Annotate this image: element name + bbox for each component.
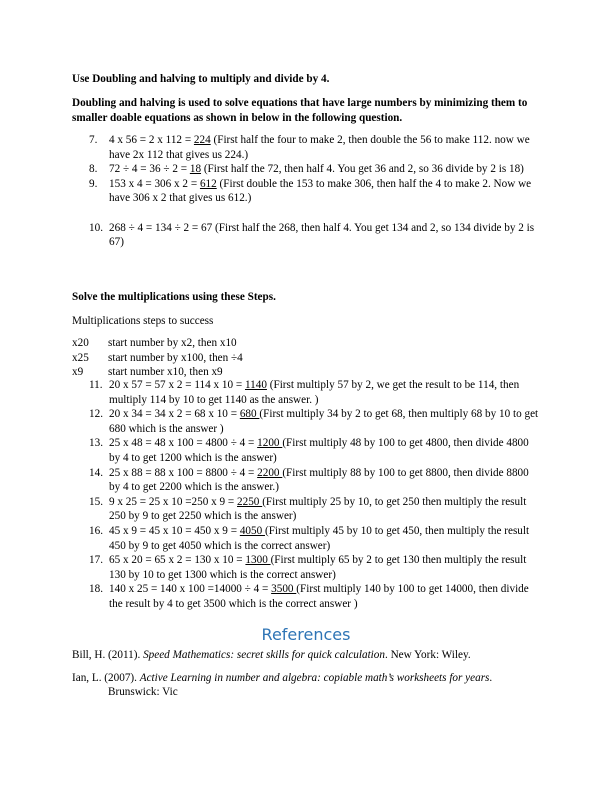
reference-entry <box>72 671 540 700</box>
item-explanation: (First multiply 45 by 10 to get 450, then multiply the result 450 by 9 to get 4050 which is the correct answer) <box>109 524 530 552</box>
item-explanation: (First multiply 88 by 100 to get 8800, then divide 8800 by 4 to get 2200 which is the answer.) <box>109 466 529 494</box>
item-explanation: (First multiply 65 by 2 to get 130 then multiply the result 130 by 10 to get 1300 which is the correct answer) <box>109 554 527 581</box>
reference-entry <box>72 648 540 663</box>
item-answer: 1300 <box>245 554 271 567</box>
item-number: 14. <box>89 466 103 479</box>
list-item <box>72 177 542 206</box>
item-equation: 268 ÷ 4 = 134 ÷ 2 = 67 (First half the 268, then half 4. You get 134 and 2, so 134 divide by 2 is 67) <box>109 221 535 249</box>
item-explanation: (First multiply 57 by 2, we get the result to be 114, then multiply 114 by 10 to get 1140 as the answer. ) <box>109 379 520 406</box>
step-row <box>72 336 542 351</box>
item-explanation: (First half the 72, then half 4. You get 36 and 2, so 36 divide by 2 is 18) <box>201 163 524 176</box>
list-item <box>72 582 542 611</box>
step-description: start number by x2, then x10 <box>108 337 237 349</box>
step-description: start number x10, then x9 <box>108 366 223 379</box>
item-answer: 4050 <box>239 524 265 537</box>
reference-title: Speed Mathematics: secret skills for quick calculation <box>143 649 385 661</box>
item-equation: 45 x 9 = 45 x 10 = 450 x 9 = <box>109 524 240 537</box>
item-explanation: (First half the four to make 2, then double the 56 to make 112. now we have 2x 112 that gives us 224.) <box>109 134 530 161</box>
references-list <box>72 648 540 700</box>
list-item <box>72 133 542 162</box>
heading-solve-multiplications: Solve the multiplications using these Steps. <box>72 291 276 303</box>
item-explanation: (First multiply 34 by 2 to get 68, then multiply 68 by 10 to get 680 which is the answer ) <box>109 408 539 435</box>
list-item <box>72 466 542 495</box>
step-code: x9 <box>72 366 84 379</box>
list-item <box>72 221 542 250</box>
item-number: 13. <box>89 437 103 450</box>
reference-author: Ian, L. (2007). <box>72 671 140 684</box>
reference-title: Active Learning in number and algebra: copiable math’s worksheets for years <box>139 671 490 684</box>
item-number: 8. <box>89 163 98 176</box>
item-answer: 1140 <box>244 379 267 391</box>
list-item <box>72 407 542 436</box>
list-doubling-halving <box>72 133 542 250</box>
item-answer: 224 <box>193 134 211 146</box>
list-item <box>72 378 542 407</box>
references-heading: References <box>261 625 351 644</box>
item-equation: 4 x 56 = 2 x 112 = <box>109 134 194 146</box>
list-item <box>72 436 542 465</box>
item-equation: 25 x 48 = 48 x 100 = 4800 ÷ 4 = <box>109 437 258 450</box>
item-answer: 1200 <box>257 437 283 450</box>
step-code: x20 <box>72 337 89 349</box>
item-answer: 18 <box>189 163 202 176</box>
subheading-steps: Multiplications steps to success <box>72 315 214 327</box>
list-item <box>72 162 542 177</box>
heading-doubling-halving: Use Doubling and halving to multiply and divide by 4. <box>72 73 330 85</box>
item-equation: 20 x 57 = 57 x 2 = 114 x 10 = <box>109 379 245 391</box>
item-number: 10. <box>89 221 103 234</box>
list-item <box>72 553 542 582</box>
item-number: 16. <box>89 524 103 537</box>
steps-table <box>72 336 542 380</box>
item-equation: 25 x 88 = 88 x 100 = 8800 ÷ 4 = <box>109 466 258 479</box>
list-item <box>72 495 542 524</box>
step-code: x25 <box>72 351 89 364</box>
item-equation: 20 x 34 = 34 x 2 = 68 x 10 = <box>109 408 240 421</box>
item-explanation: (First multiply 48 by 100 to get 4800, then divide 4800 by 4 to get 1200 which is the answer) <box>109 437 529 464</box>
item-answer: 2250 <box>237 495 263 508</box>
item-number: 15. <box>89 495 103 508</box>
item-number: 18. <box>89 583 103 596</box>
item-number: 9. <box>89 177 98 190</box>
intro-paragraph: Doubling and halving is used to solve equations that have large numbers by minimizing them to smaller doable equations as shown in below in the following question. <box>72 97 528 124</box>
reference-author: Bill, H. (2011). <box>72 649 144 661</box>
item-answer: 680 <box>239 408 260 421</box>
list-multiplications <box>72 378 542 612</box>
item-equation: 140 x 25 = 140 x 100 =14000 ÷ 4 = <box>109 583 272 596</box>
step-row <box>72 351 542 366</box>
item-explanation: (First multiply 25 by 10, to get 250 then multiply the result 250 by 9 to get 2250 which is the answer) <box>109 495 527 523</box>
item-equation: 153 x 4 = 306 x 2 = <box>109 177 200 190</box>
step-description: start number by x100, then ÷4 <box>108 351 243 364</box>
item-explanation: (First multiply 140 by 100 to get 14000, then divide the result by 4 to get 3500 which is the correct answer ) <box>109 583 529 610</box>
list-item <box>72 524 542 553</box>
item-number: 11. <box>89 379 103 391</box>
item-number: 17. <box>89 554 103 567</box>
item-answer: 2200 <box>257 466 283 479</box>
item-equation: 72 ÷ 4 = 36 ÷ 2 = <box>109 163 190 176</box>
item-equation: 65 x 20 = 65 x 2 = 130 x 10 = <box>109 554 246 567</box>
item-number: 7. <box>89 134 98 146</box>
item-equation: 9 x 25 = 25 x 10 =250 x 9 = <box>109 495 238 508</box>
item-answer: 612 <box>199 177 217 190</box>
item-answer: 3500 <box>271 583 297 596</box>
item-number: 12. <box>89 408 103 421</box>
item-explanation: (First double the 153 to make 306, then half the 4 to make 2. Now we have 306 x 2 that gives us 612.) <box>109 177 532 205</box>
reference-publisher: . New York: Wiley. <box>384 649 471 661</box>
reference-publisher: . Brunswick: Vic <box>108 671 493 699</box>
